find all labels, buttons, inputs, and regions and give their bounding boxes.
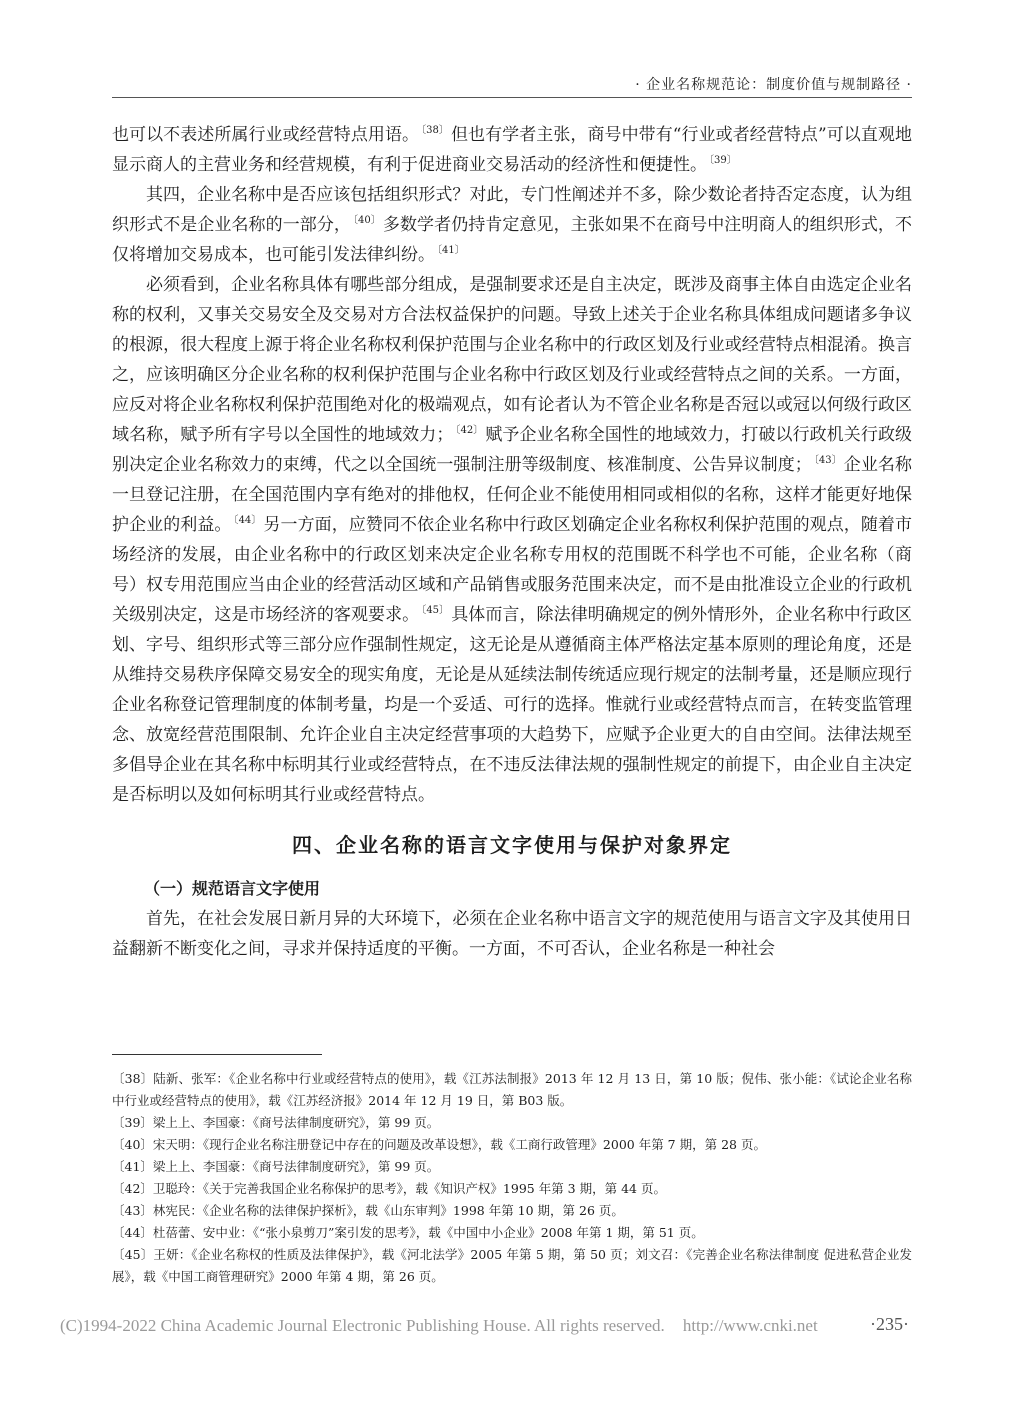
body-text [112, 120, 912, 964]
copyright-watermark [60, 1316, 818, 1336]
text-run: 具体而言，除法律明确规定的例外情形外，企业名称中行政区划、字号、组织形式等三部分应作强制性规定，这无论是从遵循商主体严格法定基本原则的理论角度，还是从维持交易秩序保障交易安全的现实角度，无论是从延续法制传统适应现行规定的法制考量，还是顺应现行企业名称登记管理制度的体制考量，均是一个妥适、可行的选择。惟就行业或经营特点而言，在转变监管理念、放宽经营范围限制、允许企业自主决定经营事项的大趋势下，应赋予企业更大的自由空间。法律法规至多倡导企业在其名称中标明其行业或经营特点，在不违反法律法规的强制性规定的前提下，由企业自主决定是否标明以及如何标明其行业或经营特点。 [112, 605, 912, 805]
footnote-ref[interactable]: 〔45〕 [421, 605, 450, 617]
paragraph-2 [112, 180, 912, 270]
footnote-ref[interactable]: 〔38〕 [421, 125, 449, 137]
copyright-text: (C)1994-2022 China Academic Journal Electronic Publishing House. All rights reserved. [60, 1316, 665, 1335]
footnote-44: 〔44〕杜蓓蕾、安中业：《“张小泉剪刀”案引发的思考》，载《中国中小企业》2008 年第 1 期，第 51 页。 [112, 1225, 704, 1240]
source-url[interactable]: http://www.cnki.net [682, 1316, 818, 1335]
text-run: 企业名称一旦登记注册，在全国范围内享有绝对的排他权，任何企业不能使用相同或相似的名称，这样才能更好地保护企业的利益。 [112, 455, 913, 535]
footnote-43: 〔43〕林宪民：《企业名称的法律保护探析》，载《山东审判》1998 年第 10 期，第 26 页。 [112, 1203, 624, 1218]
footnote-ref[interactable]: 〔43〕 [813, 455, 842, 467]
text-run: 也可以不表述所属行业或经营特点用语。 [112, 125, 420, 145]
footnote-ref[interactable]: 〔39〕 [709, 155, 737, 167]
text-run: 其四，企业名称中是否应该包括组织形式？对此，专门性阐述并不多，除少数论者持否定态度，认为组织形式不是企业名称的一部分， [112, 185, 912, 235]
text-run: 另一方面，应赞同不依企业名称中行政区划确定企业名称权利保护范围的观点，随着市场经济的发展，由企业名称中的行政区划来决定企业名称专用权的范围既不科学也不可能，企业名称（商号）权专用范围应当由企业的经营活动区域和产品销售或服务范围来决定，而不是由批准设立企业的行政机关级别决定，这是市场经济的客观要求。 [112, 515, 913, 625]
footnote-ref[interactable]: 〔42〕 [455, 425, 484, 437]
page-number: ·235· [870, 1314, 909, 1334]
footnote-ref[interactable]: 〔40〕 [352, 215, 381, 227]
text-run: 但也有学者主张，商号中带有“行业或者经营特点”可以直观地显示商人的主营业务和经营规模，有利于促进商业交易活动的经济性和便捷性。 [112, 125, 912, 175]
text-run: 必须看到，企业名称具体有哪些部分组成，是强制要求还是自主决定，既涉及商事主体自由选定企业名称的权利，又事关交易安全及交易对方合法权益保护的问题。导致上述关于企业名称具体组成问题诸多争议的根源，很大程度上源于将企业名称权利保护范围与企业名称中的行政区划及行业或经营特点相混淆。换言之，应该明确区分企业名称的权利保护范围与企业名称中行政区划及行业或经营特点之间的关系。一方面，应反对将企业名称权利保护范围绝对化的极端观点，如有论者认为不管企业名称是否冠以或冠以何级行政区域名称，赋予所有字号以全国性的地域效力； [112, 275, 912, 445]
running-header: · 企业名称规范论：制度价值与规制路径 · [635, 77, 912, 93]
footnote-41: 〔41〕梁上上、李国豪：《商号法律制度研究》，第 99 页。 [112, 1159, 440, 1174]
footnote-separator [112, 1054, 322, 1055]
subsection-heading: （一）规范语言文字使用 [144, 879, 321, 898]
footnote-ref[interactable]: 〔44〕 [233, 515, 262, 527]
footnote-ref[interactable]: 〔41〕 [437, 245, 465, 257]
paragraph-1 [112, 120, 912, 180]
paragraph-4: 首先，在社会发展日新月异的大环境下，必须在企业名称中语言文字的规范使用与语言文字及其使用日益翻新不断变化之间，寻求并保持适度的平衡。一方面，不可否认，企业名称是一种社会 [112, 909, 912, 959]
section-heading: 四、企业名称的语言文字使用与保护对象界定 [292, 833, 732, 857]
text-run: 赋予企业名称全国性的地域效力，打破以行政机关行政级别决定企业名称效力的束缚，代之以全国统一强制注册等级制度、核准制度、公告异议制度； [112, 425, 913, 475]
footnote-45: 〔45〕王妍：《企业名称权的性质及法律保护》，载《河北法学》2005 年第 5 期，第 50 页；刘文召：《完善企业名称法律制度 促进私营企业发展》，载《中国工商管理研究》2000 年第 4 期，第 26 页。 [112, 1247, 912, 1284]
footnote-39: 〔39〕梁上上、李国豪：《商号法律制度研究》，第 99 页。 [112, 1115, 440, 1130]
footnote-40: 〔40〕宋天明：《现行企业名称注册登记中存在的问题及改革设想》，载《工商行政管理》2000 年第 7 期，第 28 页。 [112, 1137, 766, 1152]
text-run: 多数学者仍持肯定意见，主张如果不在商号中注明商人的组织形式，不仅将增加交易成本，也可能引发法律纠纷。 [112, 215, 913, 265]
footnote-38: 〔38〕陆新、张军：《企业名称中行业或经营特点的使用》，载《江苏法制报》2013 年 12 月 13 日，第 10 版；倪伟、张小能：《试论企业名称中行业或经营特点的使用》，载《江苏经济报》2014 年 12 月 19 日，第 B03 版。 [112, 1071, 912, 1108]
header-rule [112, 97, 912, 98]
footnotes [112, 1068, 912, 1288]
paragraph-3 [112, 270, 912, 810]
footnote-42: 〔42〕卫聪玲：《关于完善我国企业名称保护的思考》，载《知识产权》1995 年第 3 期，第 44 页。 [112, 1181, 666, 1196]
